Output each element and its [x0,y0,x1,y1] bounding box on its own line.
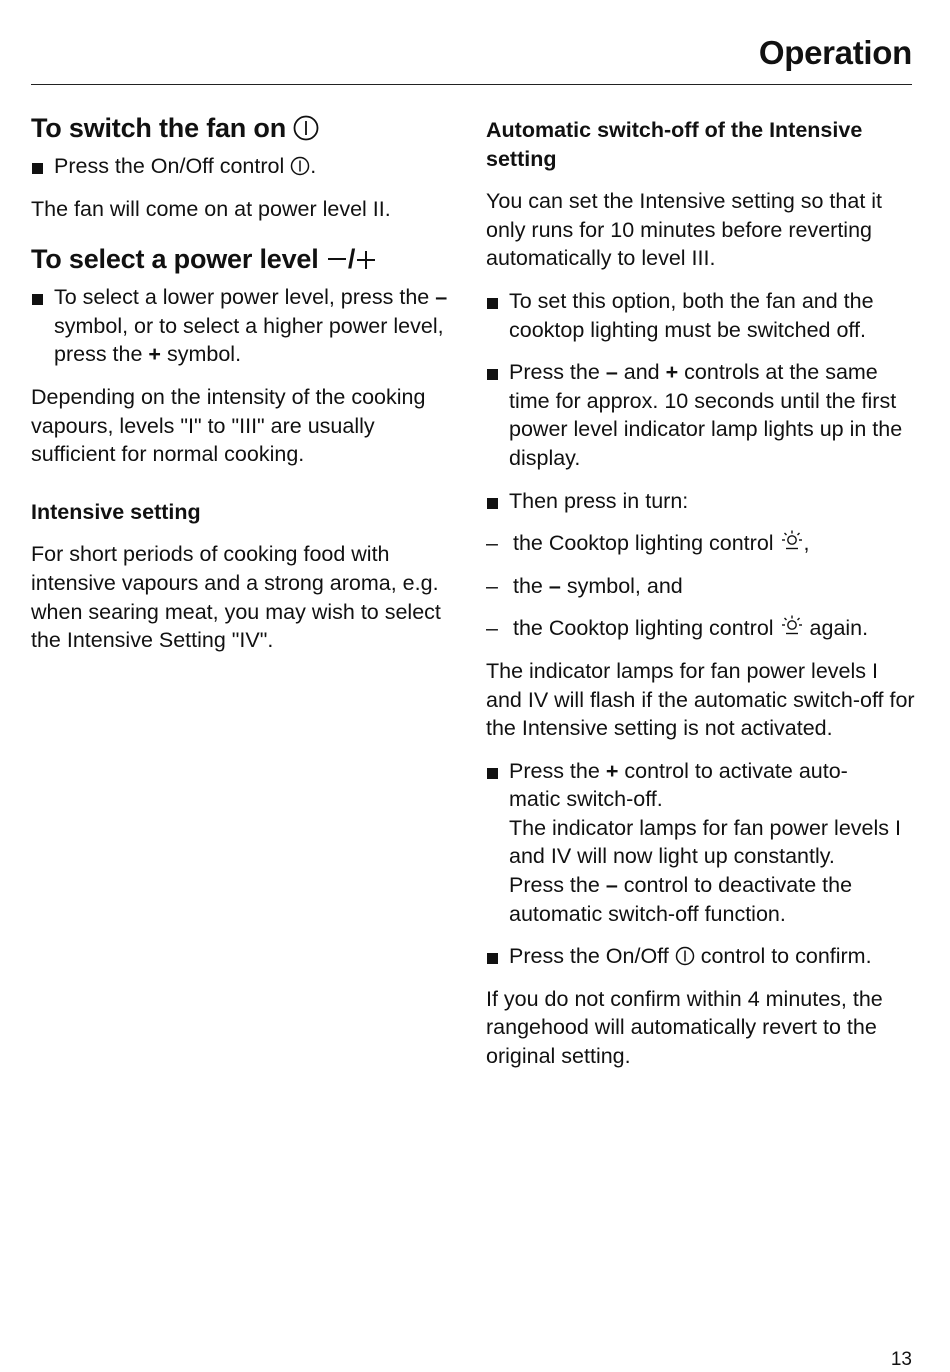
dash-text: symbol, and [566,573,683,598]
bullet-press-onoff-confirm [486,942,916,971]
dash-text: the Cooktop lighting control [513,616,774,641]
power-icon [293,115,319,141]
title-line-2: setting [486,146,557,171]
cooktop-light-icon [780,614,804,638]
bullet-text: Press the On/Off [509,944,669,969]
bullet-press-minus-plus [486,358,916,472]
dash-item-light-again [486,614,916,643]
bullet-press-onoff [31,152,451,181]
dash-text: again. [809,616,869,641]
bullet-text: To select a lower power level, press the [54,285,430,310]
left-column [31,108,451,655]
dash-text: the Cooktop lighting control [513,531,774,556]
paragraph-intensive: For short periods of cooking food with intensive vapours and a strong aroma, e.g. when searing meat, you may wish to select the Intensive Setting "IV". [31,542,441,653]
bullet-text: symbol, or to select a higher power level, press the [54,313,444,367]
plus-symbol: + [665,360,679,385]
subsection-title-intensive: Intensive setting [31,499,201,524]
header-divider [31,84,912,85]
paragraph-set-intensive: You can set the Intensive setting so that it only runs for 10 minutes before reverting automatically to level III. [486,189,883,271]
paragraph-confirm-timeout: If you do not confirm within 4 minutes, the rangehood will automatically revert to the original setting. [486,986,883,1069]
page-number: 13 [890,1349,912,1370]
paragraph-levels-sufficient: Depending on the intensity of the cooking vapours, levels "I" to "III" are usually sufficient for normal cooking. [31,384,426,467]
paragraph-indicator-flash: The indicator lamps for fan power levels I and IV will flash if the automatic switch-off for the Intensive setting is not activated. [486,658,915,741]
plus-icon [355,249,377,271]
bullet-option-prereq: To set this option, both the fan and the cooktop lighting must be switched off. [486,287,916,344]
page-title: Operation [758,34,912,71]
cooktop-light-icon [780,529,804,553]
bullet-text: Press the [509,873,600,898]
dash-item-minus [486,572,916,601]
bullet-press-plus-activate [486,757,916,929]
dash-text: the [513,573,543,598]
slash-separator: / [347,244,356,275]
power-icon [675,946,695,966]
subsection-title-auto-switchoff [486,116,916,173]
section-title-switch-fan-on [31,108,451,148]
right-column [486,108,916,1071]
section-title-text: To switch the fan on [31,113,286,143]
dash-text-end: , [803,531,810,556]
bullet-text: Press the [509,758,600,783]
bullet-text: and [623,360,660,385]
bullet-text: controls at the same time for approx. 10 seconds until the first power level indicator lamp lights up in the display. [509,360,903,470]
minus-icon [326,251,348,271]
title-line-1: Automatic switch-off of the Intensive [486,118,863,142]
bullet-then-press: Then press in turn: [486,487,916,516]
minus-symbol: – [605,873,618,898]
bullet-text: Press the [509,360,600,385]
minus-symbol: – [605,360,618,385]
section-title-power-level [31,239,451,279]
bullet-text-end: . [310,154,317,178]
bullet-text: control to activate auto- [624,758,848,783]
minus-symbol: – [435,285,448,310]
bullet-text: symbol. [166,342,242,367]
dash-item-light-control [486,529,916,558]
bullet-text: Press the On/Off control [54,154,285,178]
plus-symbol: + [148,342,161,367]
power-icon [290,156,310,176]
minus-symbol: – [548,573,561,598]
paragraph-fan-level: The fan will come on at power level II. [31,196,391,221]
plus-symbol: + [605,758,619,783]
bullet-text: control to confirm. [700,944,872,969]
bullet-text: matic switch-off. [509,787,663,812]
bullet-text: control to deactivate the automatic switch-off function. [509,873,853,926]
bullet-select-level [31,283,451,369]
bullet-text: The indicator lamps for fan power levels I and IV will now light up constantly. [509,815,901,869]
section-title-text: To select a power level [31,244,319,275]
